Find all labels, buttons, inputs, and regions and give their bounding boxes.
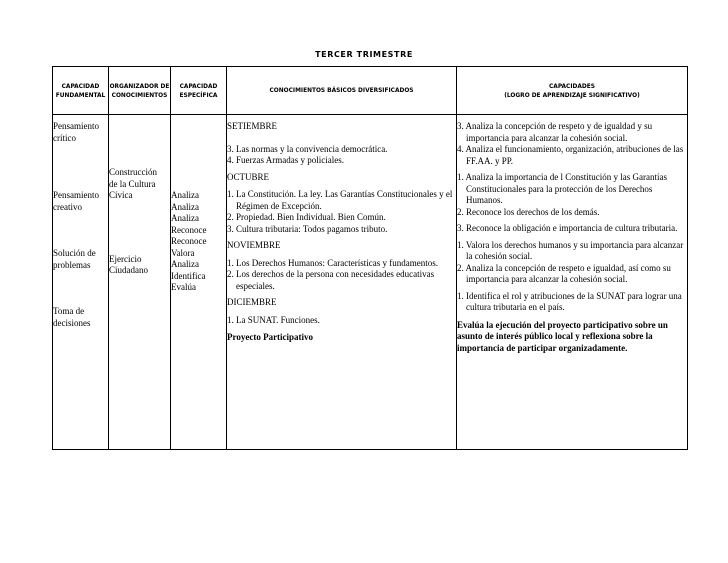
fundamental-item: Pensamiento: [53, 190, 99, 200]
capacidad-item: 3. Reconoce la obligación e importancia de cultura tributaria.: [457, 223, 678, 233]
capacidad-item: 1. Analiza la importancia de l Constitución y las Garantías Constitucionales para la protección de los Derechos Humanos.: [457, 172, 667, 205]
conocimiento-item: 1. La Constitución. La ley. Las Garantías Constitucionales y el Régimen de Excepción.: [227, 189, 453, 211]
capacidad-item: 2. Reconoce los derechos de los demás.: [457, 206, 600, 217]
conocimiento-item: 2. Los derechos de la persona con necesidades educativas especiales.: [227, 269, 435, 291]
planning-table: [52, 66, 688, 450]
conocimiento-item: 4. Fuerzas Armadas y policiales.: [227, 155, 344, 165]
fundamental-cell: [53, 115, 109, 450]
month-octubre: OCTUBRE: [227, 171, 270, 182]
especifica-cell: [171, 115, 227, 450]
header-capacidades-subtitle: (LOGRO DE APRENDIZAJE SIGNIFICATIVO): [504, 90, 640, 99]
especifica-item: Analiza: [171, 213, 199, 223]
month-setiembre: SETIEMBRE: [227, 121, 278, 131]
especifica-item: Analiza: [171, 190, 199, 200]
organizador-item: Ejercicio: [109, 253, 142, 264]
organizador-cell: [109, 115, 171, 450]
fundamental-item: Toma de: [53, 306, 85, 316]
header-organizador: ORGANIZADOR DE CONOCIMIENTOS: [109, 67, 171, 115]
capacidad-item: 1. Identifica el rol y atribuciones de la SUNAT para lograr una cultura tributaria en el país.: [457, 290, 682, 312]
conocimiento-item: 3. Cultura tributaria: Todos pagamos tributo.: [227, 223, 388, 234]
organizador-item: Construcción: [109, 167, 157, 177]
capacidad-item: 1. Valora los derechos humanos y su importancia para alcanzar la cohesión social.: [457, 239, 684, 261]
conocimiento-item: 3. Las normas y la convivencia democrática.: [227, 143, 388, 154]
organizador-item: Cívica: [109, 190, 133, 200]
fundamental-item: Solución de: [53, 248, 96, 258]
especifica-item: Valora: [171, 247, 195, 258]
fundamental-item: Pensamiento: [53, 121, 99, 131]
fundamental-item: problemas: [53, 259, 91, 270]
fundamental-item: creativo: [53, 201, 82, 212]
conocimiento-item: 1. Los Derechos Humanos: Características y fundamentos.: [227, 257, 438, 268]
especifica-item: Analiza: [171, 201, 199, 212]
header-capacidades-title: CAPACIDADES: [549, 81, 595, 90]
organizador-item: Ciudadano: [109, 265, 148, 275]
organizador-item: de la Cultura: [109, 178, 156, 189]
header-capacidad-especifica: CAPACIDAD ESPECÍFICA: [171, 67, 227, 115]
fundamental-item: crítico: [53, 132, 76, 143]
capacidad-item: 3. Analiza la concepción de respeto y de igualdad y su importancia para alcanzar la cohesión social.: [457, 121, 653, 143]
table-body-row: [53, 115, 688, 450]
capacidad-item: 4. Analiza el funcionamiento, organización, atribuciones de las FF.AA. y PP.: [457, 144, 684, 166]
especifica-item: Analiza: [171, 259, 199, 269]
capacidad-evalua: Evalúa la ejecución del proyecto participativo sobre un asunto de interés público local y reflexiona sobre la importancia de participar organizadamente.: [457, 319, 668, 353]
fundamental-item: decisiones: [53, 317, 91, 328]
header-capacidad-fundamental: CAPACIDAD FUNDAMENTAL: [53, 67, 109, 115]
header-capacidades: [457, 67, 688, 115]
header-conocimientos: CONOCIMIENTOS BÁSICOS DIVERSIFICADOS: [227, 67, 457, 115]
especifica-item: Identifica: [171, 270, 206, 281]
capacidades-cell: [457, 115, 688, 450]
page-title: TERCER TRIMESTRE: [315, 50, 413, 59]
especifica-item: Evalúa: [171, 282, 196, 292]
conocimiento-item: 1. La SUNAT. Funciones.: [227, 314, 320, 325]
especifica-item: Reconoce: [171, 224, 207, 235]
month-diciembre: DICIEMBRE: [227, 297, 277, 307]
conocimiento-item: 2. Propiedad. Bien Individual. Bien Común.: [227, 212, 386, 222]
capacidad-item: 2. Analiza la concepción de respeto e igualdad, así como su importancia para alcanzar la cohesión social.: [457, 262, 671, 284]
table-header-row: [53, 67, 688, 115]
conocimientos-cell: [227, 115, 457, 450]
especifica-item: Reconoce: [171, 236, 207, 246]
proyecto-participativo: Proyecto Participativo: [227, 332, 314, 342]
month-noviembre: NOVIEMBRE: [227, 240, 281, 250]
